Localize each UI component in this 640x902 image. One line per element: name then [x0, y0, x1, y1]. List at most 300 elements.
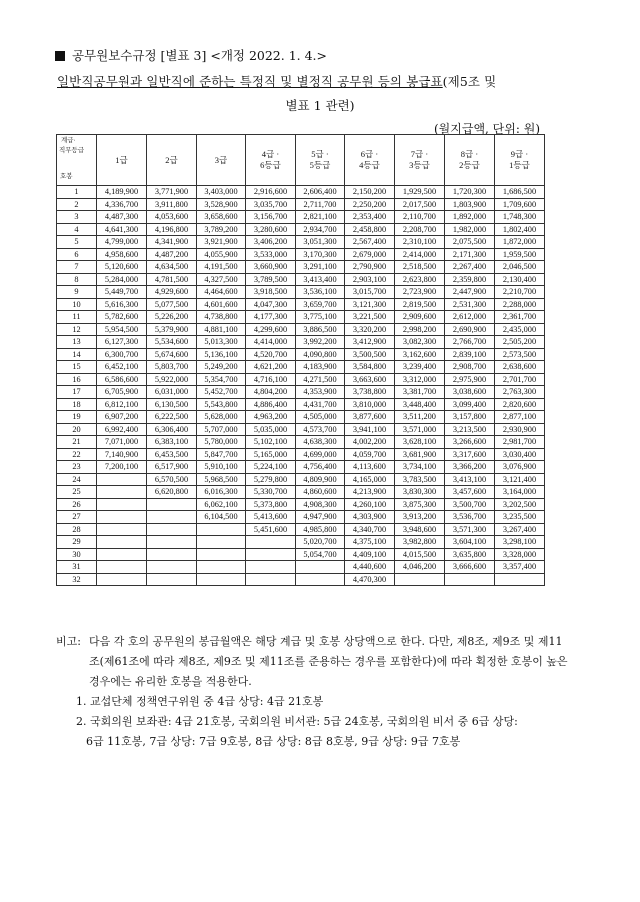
salary-cell: 3,584,800: [345, 361, 395, 374]
salary-cell: 5,136,100: [197, 348, 246, 361]
salary-cell: 4,464,600: [197, 286, 246, 299]
salary-cell: 6,062,100: [197, 498, 246, 511]
salary-cell: 4,260,100: [345, 498, 395, 511]
salary-cell: 3,121,300: [345, 298, 395, 311]
salary-cell: 3,291,100: [296, 261, 345, 274]
table-row: [57, 561, 545, 574]
salary-cell: 3,941,100: [345, 423, 395, 436]
salary-cell: 3,500,500: [345, 348, 395, 361]
step-number-cell: 18: [57, 398, 97, 411]
salary-cell: 4,299,600: [246, 323, 296, 336]
header-grade-line1: 8급 ·: [460, 149, 479, 159]
salary-cell: 1,959,500: [495, 248, 545, 261]
salary-cell: 2,458,800: [345, 223, 395, 236]
step-number-cell: 13: [57, 336, 97, 349]
salary-cell: 3,357,400: [495, 561, 545, 574]
salary-cell: 5,013,300: [197, 336, 246, 349]
salary-cell: 3,099,400: [445, 398, 495, 411]
step-number-cell: 6: [57, 248, 97, 261]
salary-cell: 2,908,700: [445, 361, 495, 374]
salary-cell: 5,077,500: [147, 298, 197, 311]
salary-cell: 3,911,800: [147, 198, 197, 211]
remarks-section: [56, 632, 576, 752]
salary-cell: 2,998,200: [395, 323, 445, 336]
salary-cell: 3,221,500: [345, 311, 395, 324]
salary-cell: 3,948,600: [395, 523, 445, 536]
step-number-cell: 10: [57, 298, 97, 311]
salary-cell: 2,414,000: [395, 248, 445, 261]
salary-cell: [97, 573, 147, 586]
salary-cell: [97, 536, 147, 549]
step-number-cell: 4: [57, 223, 97, 236]
header-grade-1: [97, 135, 147, 186]
salary-cell: 3,571,300: [445, 523, 495, 536]
salary-cell: 5,279,800: [246, 473, 296, 486]
salary-cell: 2,567,400: [345, 236, 395, 249]
salary-cell: 2,701,700: [495, 373, 545, 386]
salary-cell: [296, 561, 345, 574]
step-number-cell: 19: [57, 411, 97, 424]
salary-cell: 3,886,500: [296, 323, 345, 336]
header-grade-line1: 3급: [214, 154, 228, 165]
salary-cell: 3,076,900: [495, 461, 545, 474]
table-row: [57, 298, 545, 311]
salary-cell: 3,038,600: [445, 386, 495, 399]
header-corner-cell: [57, 135, 97, 186]
table-row: [57, 286, 545, 299]
salary-cell: 4,059,700: [345, 448, 395, 461]
salary-cell: 4,191,500: [197, 261, 246, 274]
header-grade-3: [197, 135, 246, 186]
salary-cell: 5,249,200: [197, 361, 246, 374]
salary-cell: 4,213,900: [345, 486, 395, 499]
salary-cell: 3,266,600: [445, 436, 495, 449]
salary-cell: 3,202,500: [495, 498, 545, 511]
salary-cell: 5,910,100: [197, 461, 246, 474]
amendment-note: <개정 2022. 1. 4.>: [210, 48, 327, 63]
header-grade-4: [246, 135, 296, 186]
header-grade-line2: 1등급: [509, 160, 530, 170]
salary-cell: 1,929,500: [395, 186, 445, 199]
salary-cell: 4,638,300: [296, 436, 345, 449]
table-row: [57, 348, 545, 361]
salary-cell: 4,440,600: [345, 561, 395, 574]
salary-cell: 1,686,500: [495, 186, 545, 199]
salary-cell: 2,839,100: [445, 348, 495, 361]
salary-cell: 6,586,600: [97, 373, 147, 386]
salary-cell: 2,110,700: [395, 211, 445, 224]
salary-cell: 3,381,700: [395, 386, 445, 399]
table-row: [57, 323, 545, 336]
salary-cell: 4,047,300: [246, 298, 296, 311]
remarks-main-line3: 경우에는 유리한 호봉을 적용한다.: [89, 675, 252, 688]
salary-cell: 2,679,000: [345, 248, 395, 261]
salary-cell: 3,628,100: [395, 436, 445, 449]
salary-cell: 3,536,700: [445, 511, 495, 524]
salary-cell: [246, 536, 296, 549]
header-grade-line1: 5급 ·: [311, 149, 329, 159]
salary-cell: 2,075,500: [445, 236, 495, 249]
salary-cell: 2,877,100: [495, 411, 545, 424]
salary-cell: [147, 536, 197, 549]
salary-cell: 4,409,100: [345, 548, 395, 561]
corner-step-label: 호봉: [60, 173, 73, 180]
salary-cell: 5,035,000: [246, 423, 296, 436]
salary-cell: 3,267,400: [495, 523, 545, 536]
step-number-cell: 3: [57, 211, 97, 224]
salary-cell: 4,183,900: [296, 361, 345, 374]
salary-cell: [197, 561, 246, 574]
table-row: [57, 536, 545, 549]
header-grade-6: [345, 135, 395, 186]
salary-cell: 3,457,600: [445, 486, 495, 499]
salary-cell: 2,435,000: [495, 323, 545, 336]
salary-cell: 3,918,500: [246, 286, 296, 299]
salary-cell: 6,517,900: [147, 461, 197, 474]
salary-cell: 6,016,300: [197, 486, 246, 499]
salary-cell: 3,571,000: [395, 423, 445, 436]
salary-cell: 3,810,000: [345, 398, 395, 411]
salary-cell: [246, 573, 296, 586]
salary-cell: [495, 573, 545, 586]
salary-cell: 5,379,900: [147, 323, 197, 336]
square-bullet-icon: [55, 51, 65, 61]
salary-cell: 5,534,600: [147, 336, 197, 349]
salary-cell: [197, 548, 246, 561]
salary-cell: 3,406,200: [246, 236, 296, 249]
salary-cell: 4,327,500: [197, 273, 246, 286]
step-number-cell: 12: [57, 323, 97, 336]
salary-cell: 4,336,700: [97, 198, 147, 211]
salary-cell: 4,963,200: [246, 411, 296, 424]
header-grade-line1: 9급 ·: [510, 149, 529, 159]
salary-cell: 3,992,200: [296, 336, 345, 349]
salary-cell: 5,054,700: [296, 548, 345, 561]
salary-cell: 3,635,800: [445, 548, 495, 561]
header-grade-7: [395, 135, 445, 186]
salary-cell: 3,051,300: [296, 236, 345, 249]
salary-cell: 5,226,200: [147, 311, 197, 324]
salary-cell: 4,621,200: [246, 361, 296, 374]
salary-cell: 5,451,600: [246, 523, 296, 536]
table-row: [57, 436, 545, 449]
salary-cell: 4,809,900: [296, 473, 345, 486]
salary-cell: [97, 548, 147, 561]
salary-cell: 4,799,000: [97, 236, 147, 249]
salary-cell: 2,171,300: [445, 248, 495, 261]
salary-cell: 6,104,500: [197, 511, 246, 524]
salary-cell: 2,820,600: [495, 398, 545, 411]
salary-cell: [147, 511, 197, 524]
salary-cell: 5,452,700: [197, 386, 246, 399]
salary-cell: 5,628,000: [197, 411, 246, 424]
salary-cell: 2,606,400: [296, 186, 345, 199]
salary-table-body: [57, 186, 545, 586]
salary-cell: 3,317,600: [445, 448, 495, 461]
step-number-cell: 28: [57, 523, 97, 536]
salary-cell: 3,666,600: [445, 561, 495, 574]
salary-cell: 3,511,200: [395, 411, 445, 424]
salary-cell: 1,982,000: [445, 223, 495, 236]
salary-cell: 3,015,700: [345, 286, 395, 299]
salary-cell: 4,090,800: [296, 348, 345, 361]
step-number-cell: 15: [57, 361, 97, 374]
header-grade-2: [147, 135, 197, 186]
step-number-cell: 27: [57, 511, 97, 524]
salary-cell: 5,165,000: [246, 448, 296, 461]
salary-cell: 2,017,500: [395, 198, 445, 211]
salary-cell: 4,908,300: [296, 498, 345, 511]
salary-cell: 1,892,000: [445, 211, 495, 224]
salary-cell: 3,536,100: [296, 286, 345, 299]
salary-cell: 3,533,000: [246, 248, 296, 261]
table-row: [57, 398, 545, 411]
salary-cell: [97, 498, 147, 511]
salary-cell: 6,127,300: [97, 336, 147, 349]
salary-cell: 3,320,200: [345, 323, 395, 336]
salary-cell: 3,789,500: [246, 273, 296, 286]
table-row: [57, 498, 545, 511]
salary-cell: 4,738,800: [197, 311, 246, 324]
salary-cell: 5,354,700: [197, 373, 246, 386]
header-grade-line2: 5등급: [309, 160, 331, 170]
salary-cell: 4,189,900: [97, 186, 147, 199]
salary-cell: 4,375,100: [345, 536, 395, 549]
unit-note: (월지급액, 단위: 원): [434, 122, 540, 136]
table-row: [57, 223, 545, 236]
salary-cell: 7,071,000: [97, 436, 147, 449]
salary-cell: 1,748,300: [495, 211, 545, 224]
salary-cell: 2,130,400: [495, 273, 545, 286]
salary-cell: 3,235,500: [495, 511, 545, 524]
step-number-cell: 1: [57, 186, 97, 199]
salary-cell: 4,505,000: [296, 411, 345, 424]
subtitle-line2: 별표 1 관련): [285, 98, 355, 113]
salary-cell: 4,641,300: [97, 223, 147, 236]
salary-cell: 2,518,500: [395, 261, 445, 274]
salary-cell: 2,267,400: [445, 261, 495, 274]
salary-cell: 3,783,500: [395, 473, 445, 486]
header-grade-5: [296, 135, 345, 186]
salary-cell: 4,053,600: [147, 211, 197, 224]
salary-table: [56, 134, 545, 586]
salary-cell: 3,082,300: [395, 336, 445, 349]
salary-cell: 3,121,400: [495, 473, 545, 486]
salary-cell: [296, 573, 345, 586]
salary-cell: 3,877,600: [345, 411, 395, 424]
table-row: [57, 198, 545, 211]
salary-cell: 4,886,400: [246, 398, 296, 411]
table-row: [57, 548, 545, 561]
salary-cell: 6,300,700: [97, 348, 147, 361]
salary-cell: 4,196,800: [147, 223, 197, 236]
salary-cell: 5,020,700: [296, 536, 345, 549]
salary-cell: 2,046,500: [495, 261, 545, 274]
salary-cell: 5,543,800: [197, 398, 246, 411]
salary-cell: 3,239,400: [395, 361, 445, 374]
header-grade-line1: 2급: [165, 154, 178, 165]
salary-cell: [445, 573, 495, 586]
regulation-title: [55, 46, 327, 64]
salary-cell: 3,771,900: [147, 186, 197, 199]
salary-cell: 3,875,300: [395, 498, 445, 511]
step-number-cell: 17: [57, 386, 97, 399]
salary-cell: 2,310,100: [395, 236, 445, 249]
header-grade-8: [445, 135, 495, 186]
salary-cell: 2,505,200: [495, 336, 545, 349]
salary-cell: [147, 548, 197, 561]
salary-cell: 4,756,400: [296, 461, 345, 474]
salary-cell: 1,872,000: [495, 236, 545, 249]
salary-cell: 4,340,700: [345, 523, 395, 536]
step-number-cell: 32: [57, 573, 97, 586]
salary-cell: 2,353,400: [345, 211, 395, 224]
salary-cell: 3,164,000: [495, 486, 545, 499]
header-grade-line2: 3등급: [409, 160, 430, 170]
subtitle-main: 일반직공무원과 일반직에 준하는 특정직 및 별정직 공무원 등의 봉급표: [57, 74, 443, 89]
salary-cell: 3,413,100: [445, 473, 495, 486]
salary-cell: 5,674,600: [147, 348, 197, 361]
salary-cell: 3,035,700: [246, 198, 296, 211]
salary-cell: 3,298,100: [495, 536, 545, 549]
salary-cell: 3,312,000: [395, 373, 445, 386]
salary-cell: 5,780,000: [197, 436, 246, 449]
salary-cell: 4,601,600: [197, 298, 246, 311]
salary-cell: 2,690,900: [445, 323, 495, 336]
salary-cell: 1,720,300: [445, 186, 495, 199]
salary-cell: 5,284,000: [97, 273, 147, 286]
salary-cell: 3,528,900: [197, 198, 246, 211]
salary-cell: 2,250,200: [345, 198, 395, 211]
salary-cell: 3,921,900: [197, 236, 246, 249]
salary-cell: 4,804,200: [246, 386, 296, 399]
salary-cell: 3,658,600: [197, 211, 246, 224]
salary-cell: 6,705,900: [97, 386, 147, 399]
salary-cell: 1,803,900: [445, 198, 495, 211]
salary-cell: 4,431,700: [296, 398, 345, 411]
step-number-cell: 2: [57, 198, 97, 211]
salary-cell: 3,328,000: [495, 548, 545, 561]
salary-cell: 5,449,700: [97, 286, 147, 299]
salary-cell: 3,738,800: [345, 386, 395, 399]
salary-cell: [97, 486, 147, 499]
salary-cell: 6,031,000: [147, 386, 197, 399]
salary-cell: 3,830,300: [395, 486, 445, 499]
salary-cell: 3,412,900: [345, 336, 395, 349]
step-number-cell: 26: [57, 498, 97, 511]
salary-cell: 3,403,000: [197, 186, 246, 199]
salary-cell: 4,046,200: [395, 561, 445, 574]
salary-cell: 3,982,800: [395, 536, 445, 549]
salary-cell: 3,660,900: [246, 261, 296, 274]
header-grade-line2: 6등급: [260, 160, 281, 170]
salary-cell: 4,353,900: [296, 386, 345, 399]
table-row: [57, 273, 545, 286]
table-row: [57, 523, 545, 536]
salary-cell: 5,968,500: [197, 473, 246, 486]
salary-cell: 4,929,600: [147, 286, 197, 299]
salary-cell: 4,947,900: [296, 511, 345, 524]
salary-cell: 5,803,700: [147, 361, 197, 374]
table-row: [57, 186, 545, 199]
step-number-cell: 16: [57, 373, 97, 386]
step-number-cell: 25: [57, 486, 97, 499]
salary-cell: 3,162,600: [395, 348, 445, 361]
table-row: [57, 361, 545, 374]
table-row: [57, 486, 545, 499]
salary-cell: 5,707,000: [197, 423, 246, 436]
salary-cell: 4,015,500: [395, 548, 445, 561]
salary-cell: [147, 561, 197, 574]
step-number-cell: 11: [57, 311, 97, 324]
step-number-cell: 9: [57, 286, 97, 299]
header-grade-9: [495, 135, 545, 186]
salary-cell: 2,916,600: [246, 186, 296, 199]
salary-cell: [147, 498, 197, 511]
salary-cell: 2,763,300: [495, 386, 545, 399]
salary-cell: 4,113,600: [345, 461, 395, 474]
salary-cell: 6,306,400: [147, 423, 197, 436]
table-row: [57, 423, 545, 436]
salary-cell: 3,681,900: [395, 448, 445, 461]
salary-cell: 2,359,800: [445, 273, 495, 286]
salary-cell: 7,200,100: [97, 461, 147, 474]
salary-cell: 2,711,700: [296, 198, 345, 211]
table-row: [57, 473, 545, 486]
salary-cell: 2,623,800: [395, 273, 445, 286]
table-header-row: [57, 135, 545, 186]
salary-cell: 4,520,700: [246, 348, 296, 361]
salary-cell: 2,819,500: [395, 298, 445, 311]
salary-cell: 6,452,100: [97, 361, 147, 374]
salary-cell: 5,413,600: [246, 511, 296, 524]
step-number-cell: 21: [57, 436, 97, 449]
table-row: [57, 261, 545, 274]
salary-cell: 5,224,100: [246, 461, 296, 474]
salary-cell: 3,663,600: [345, 373, 395, 386]
table-row: [57, 461, 545, 474]
salary-cell: 4,002,200: [345, 436, 395, 449]
salary-cell: 2,288,000: [495, 298, 545, 311]
step-number-cell: 22: [57, 448, 97, 461]
salary-cell: 2,361,700: [495, 311, 545, 324]
table-row: [57, 511, 545, 524]
salary-cell: 3,659,700: [296, 298, 345, 311]
header-grade-line1: 6급 ·: [360, 149, 379, 159]
salary-cell: [246, 548, 296, 561]
salary-cell: 3,170,300: [296, 248, 345, 261]
salary-cell: [395, 573, 445, 586]
salary-cell: 4,781,500: [147, 273, 197, 286]
salary-cell: 5,922,000: [147, 373, 197, 386]
salary-cell: 2,612,000: [445, 311, 495, 324]
salary-cell: 4,985,800: [296, 523, 345, 536]
salary-cell: 3,280,600: [246, 223, 296, 236]
salary-cell: 2,150,200: [345, 186, 395, 199]
table-subtitle: [57, 72, 577, 90]
salary-cell: [97, 511, 147, 524]
salary-cell: 2,909,600: [395, 311, 445, 324]
salary-cell: 1,802,400: [495, 223, 545, 236]
step-number-cell: 5: [57, 236, 97, 249]
step-number-cell: 29: [57, 536, 97, 549]
salary-cell: 6,620,800: [147, 486, 197, 499]
table-row: [57, 373, 545, 386]
salary-cell: 2,638,600: [495, 361, 545, 374]
salary-cell: [197, 536, 246, 549]
salary-cell: 3,789,200: [197, 223, 246, 236]
salary-cell: 4,055,900: [197, 248, 246, 261]
